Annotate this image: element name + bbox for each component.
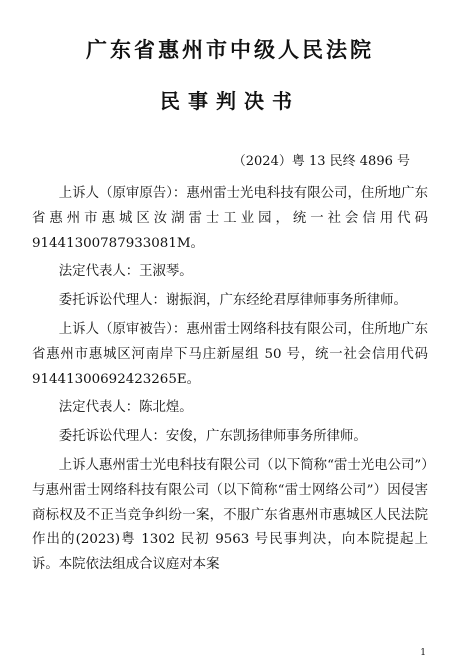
document-type-title: 民事判决书 <box>160 89 300 113</box>
paragraph-appellant-1: 上诉人（原审原告）：惠州雷士光电科技有限公司，住所地广东省惠州市惠城区汝湖雷士工业园，统一社会信用代码 91441300787933081M。 <box>32 186 428 251</box>
case-number: （2024）粤 13 民终 4896 号 <box>232 154 410 169</box>
paragraph-legal-rep-1: 法定代表人：王淑琴。 <box>58 264 193 280</box>
document-body <box>32 182 428 582</box>
paragraph-case-summary: 上诉人惠州雷士光电科技有限公司（以下简称“雷士光电公司”）与惠州雷士网络科技有限公司（以下简称“雷士网络公司”）因侵害商标权及不正当竞争纠纷一案，不服广东省惠州市惠城区人民法院作出的(2023)粤 1302 民初 9563 号民事判决，向本院提起上诉。本院依法组成合议庭对本案 <box>32 457 428 573</box>
paragraph-agent-1: 委托诉讼代理人：谢振润，广东经纶君厚律师事务所律师。 <box>58 293 407 309</box>
paragraph-appellant-2: 上诉人（原审被告）：惠州雷士网络科技有限公司，住所地广东省惠州市惠城区河南岸下马庄新屋组 50 号，统一社会信用代码 91441300692423265E。 <box>32 321 428 387</box>
paragraph-agent-2: 委托诉讼代理人：安俊，广东凯扬律师事务所律师。 <box>58 429 367 445</box>
court-name-title: 广东省惠州市中级人民法院 <box>86 37 374 62</box>
paragraph-legal-rep-2: 法定代表人：陈北煌。 <box>58 400 193 416</box>
page-number: 1 <box>420 648 426 658</box>
